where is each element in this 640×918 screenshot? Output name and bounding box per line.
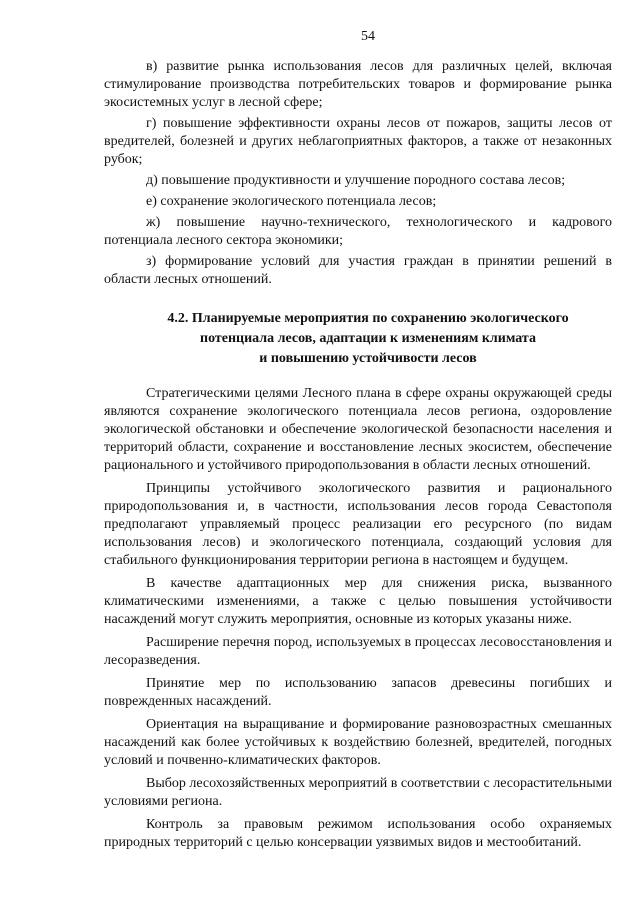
paragraph: Принципы устойчивого экологического развития и рационального природопользования и, в частности, использования лесов города Севастополя предполагают управляемый процесс реализации его ресурсного (по видам использования лесов) и экологического потенциала, создающий условия для стабильного функционирования территории региона в настоящем и будущем. bbox=[104, 481, 612, 568]
list-item: з) формирование условий для участия граждан в принятии решений в области лесных отношений. bbox=[104, 254, 612, 287]
section-heading-line: 4.2. Планируемые мероприятия по сохранению экологического bbox=[167, 311, 569, 326]
paragraph: Контроль за правовым режимом использования особо охраняемых природных территорий с целью консервации уязвимых видов и местообитаний. bbox=[104, 817, 612, 850]
paragraph: Принятие мер по использованию запасов древесины погибших и поврежденных насаждений. bbox=[104, 676, 612, 709]
section-heading bbox=[104, 309, 612, 369]
list-item: е) сохранение экологического потенциала лесов; bbox=[146, 194, 437, 209]
list-item: д) повышение продуктивности и улучшение породного состава лесов; bbox=[146, 173, 566, 188]
section-body bbox=[104, 385, 612, 852]
list-item: ж) повышение научно-технического, технологического и кадрового потенциала лесного сектора экономики; bbox=[104, 215, 612, 248]
paragraph: Выбор лесохозяйственных мероприятий в соответствии с лесорастительными условиями региона. bbox=[104, 776, 612, 809]
paragraph: В качестве адаптационных мер для снижения риска, вызванного климатическими изменениями, а также с целью повышения устойчивости насаждений могут служить мероприятия, основные из которых указаны ниже. bbox=[104, 576, 612, 627]
list-item: г) повышение эффективности охраны лесов от пожаров, защиты лесов от вредителей, болезней и других неблагоприятных факторов, а также от незаконных рубок; bbox=[104, 116, 612, 167]
list-item: в) развитие рынка использования лесов для различных целей, включая стимулирование производства потребительских товаров и формирование рынка экосистемных услуг в лесной сфере; bbox=[104, 59, 612, 110]
page-number: 54 bbox=[361, 29, 375, 44]
paragraph: Расширение перечня пород, используемых в процессах лесовосстановления и лесоразведения. bbox=[104, 635, 612, 668]
section-heading-line: и повышению устойчивости лесов bbox=[259, 351, 477, 366]
goals-list bbox=[104, 58, 612, 289]
paragraph: Ориентация на выращивание и формирование разновозрастных смешанных насаждений как более устойчивых к воздействию болезней, вредителей, погодных условий и почвенно-климатических факторов. bbox=[104, 717, 612, 768]
paragraph: Стратегическими целями Лесного плана в сфере охраны окружающей среды являются сохранение экологического потенциала лесов региона, оздоровление экологической обстановки и обеспечение экологической безопасности населения и территорий области, сохранение и восстановление лесных экосистем, обеспечение рационального и устойчивого природопользования в области лесных отношений. bbox=[104, 386, 612, 473]
section-heading-line: потенциала лесов, адаптации к изменениям климата bbox=[200, 331, 536, 346]
